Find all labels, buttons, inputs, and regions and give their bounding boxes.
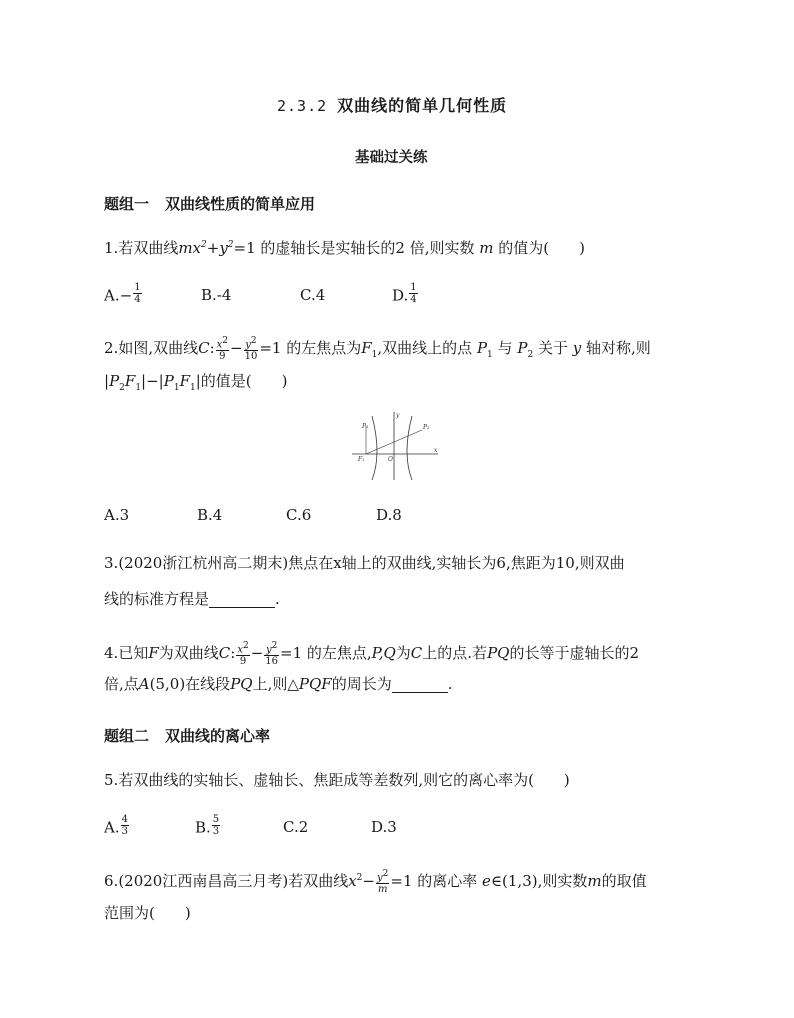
math-expression: $mx^2+y^2$: [178, 239, 234, 257]
answer-blank[interactable]: [209, 592, 275, 608]
label-p2: P₂: [423, 424, 430, 431]
option-a[interactable]: A.− $\frac{1}{4}$: [104, 282, 141, 305]
question-6: 6.(2020江西南昌高三月考)若双曲线$x^2-$ $\frac{y^2}{m}$ =1 的离心率 e∈(1,3),则实数m的取值: [104, 869, 647, 896]
question-text: 的取值: [601, 872, 647, 891]
question-text: 上,则△: [252, 675, 299, 693]
question-number: 1.: [104, 239, 119, 257]
options-2: [104, 508, 424, 528]
question-text: 为: [395, 644, 411, 663]
question-text: 若双曲线: [118, 239, 179, 257]
option-c[interactable]: C.2: [283, 818, 309, 836]
question-number: 4.: [104, 644, 119, 663]
question-text: 的周长为: [331, 675, 392, 693]
question-text: 的长等于虚轴长的2: [509, 644, 639, 663]
group-label: 题组二: [104, 727, 150, 745]
option-b[interactable]: B.-4: [201, 286, 232, 304]
options-1: [104, 282, 424, 312]
section-subtitle: 基础过关练: [355, 149, 428, 166]
question-3-line-2: 线的标准方程是 .: [104, 590, 280, 608]
group-heading-2: [104, 725, 270, 746]
math-variable: m: [474, 239, 499, 257]
question-3: [104, 556, 625, 571]
question-text: 上的点.若: [422, 644, 488, 663]
question-5: [104, 773, 570, 788]
question-text: 已知: [118, 644, 149, 663]
question-text: 若双曲线的实轴长、虚轴长、焦距成等差数列,则它的离心率为( ): [118, 771, 570, 789]
question-text: 轴对称,则: [586, 339, 651, 358]
label-x: x: [434, 447, 438, 454]
option-c[interactable]: C.4: [300, 286, 326, 304]
option-d[interactable]: D.3: [371, 818, 397, 836]
question-text: 如图,双曲线: [118, 339, 199, 358]
question-4-line-2: 倍,点A(5,0)在线段PQ上,则△PQF的周长为 .: [104, 675, 453, 693]
label-o: O: [388, 456, 393, 463]
option-c[interactable]: C.6: [286, 506, 312, 524]
question-text: 的值是( ): [200, 372, 288, 390]
question-text: (2020浙江杭州高二期末)焦点在x轴上的双曲线,实轴长为6,焦距为10,则双曲: [118, 554, 625, 572]
options-5: [104, 814, 424, 844]
question-text: 为双曲线: [158, 644, 219, 663]
label-p1: P₁: [362, 423, 369, 430]
group-name: 双曲线的离心率: [165, 727, 271, 745]
question-text: 范围为( ): [104, 904, 191, 922]
question-2: 2.如图,双曲线C: $\frac{x^2}{9}$ − $\frac{y^2}{10}$ =1 的左焦点为$F_1$,双曲线上的点 $P_1$ 与 $P_2$ 关于 y 轴对称,则: [104, 336, 651, 363]
question-text: ,双曲线上的点: [377, 339, 473, 358]
option-b[interactable]: B. $\frac{5}{3}$: [195, 814, 220, 837]
question-text: 关于: [537, 339, 568, 358]
question-text: =1 的左焦点,: [280, 644, 372, 663]
question-text: 线的标准方程是: [104, 590, 210, 608]
question-text: 倍,点: [104, 675, 139, 693]
option-a[interactable]: A. $\frac{4}{3}$: [104, 814, 128, 837]
question-text: 的虚轴长是实轴长的2 倍,则实数: [260, 239, 475, 257]
question-number: 2.: [104, 339, 119, 358]
page-title: [277, 93, 507, 116]
label-f1: F₁: [358, 456, 365, 463]
right-branch: [407, 416, 412, 480]
question-number: 3.: [104, 554, 119, 572]
answer-blank[interactable]: [392, 677, 448, 693]
hyperbola-figure: [352, 410, 442, 482]
option-d[interactable]: D. $\frac{1}{4}$: [392, 282, 417, 305]
math-variable: C: [198, 339, 210, 358]
section-number: 2.3.2: [277, 97, 328, 115]
question-text: 与: [497, 339, 513, 358]
section-title: 双曲线的简单几何性质: [337, 96, 508, 115]
group-label: 题组一: [104, 195, 150, 213]
question-text: =1 的离心率: [390, 872, 478, 891]
question-2-line-2: $|P_2F_1|-|P_1F_1|$的值是( ): [104, 372, 288, 393]
question-number: 5.: [104, 771, 119, 789]
question-text: =1 的左焦点为: [259, 339, 362, 358]
question-text: ∈(1,3),则实数: [490, 872, 588, 891]
question-number: 6.: [104, 872, 119, 891]
option-b[interactable]: B.4: [197, 506, 223, 524]
question-text: (5,0)在线段: [149, 675, 231, 693]
question-text: 的值为( ): [498, 239, 585, 257]
question-6-line-2: [104, 906, 191, 921]
option-a[interactable]: A.3: [104, 506, 130, 524]
label-y: y: [396, 412, 400, 419]
math-expression: =1: [233, 239, 261, 257]
question-text: (2020江西南昌高三月考)若双曲线: [118, 872, 349, 891]
option-d[interactable]: D.8: [376, 506, 402, 524]
group-name: 双曲线性质的简单应用: [165, 195, 316, 213]
question-1: [104, 241, 585, 256]
question-4: 4.已知F为双曲线C: $\frac{x^2}{9}$ − $\frac{y^2}{16}$ =1 的左焦点,P,Q为C上的点.若PQ的长等于虚轴长的2: [104, 641, 639, 668]
left-branch: [372, 416, 377, 480]
group-heading-1: [104, 193, 315, 214]
